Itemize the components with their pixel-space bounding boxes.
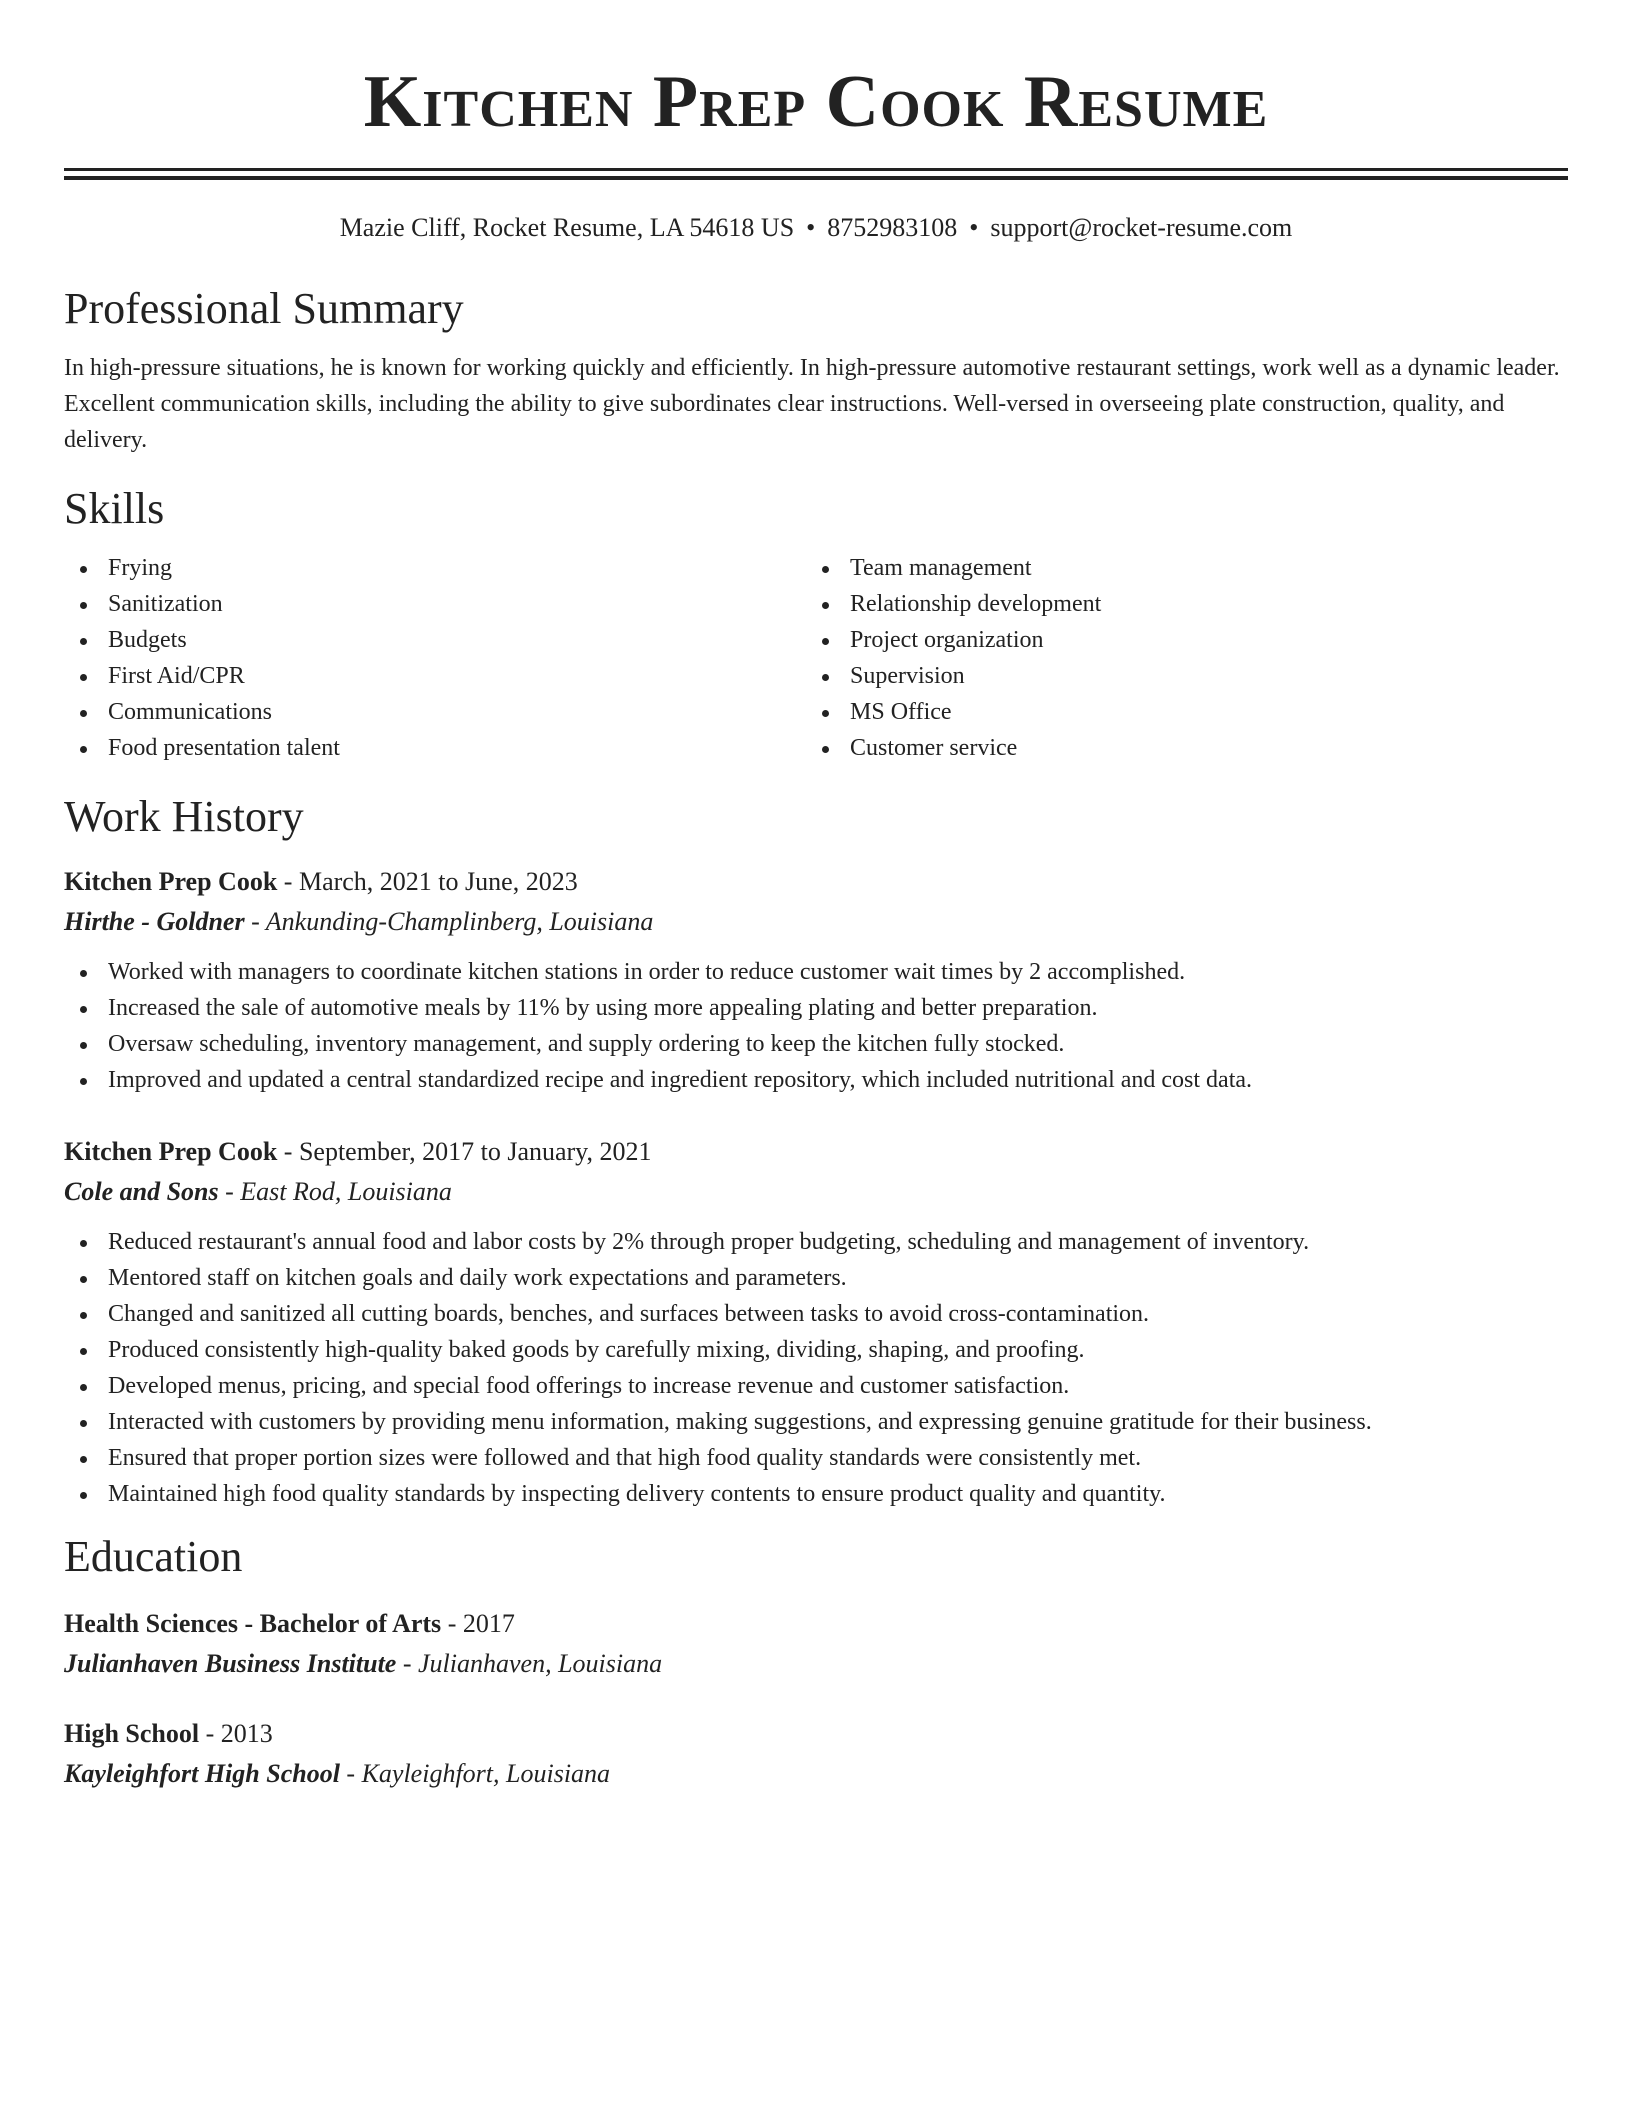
job-company: Cole and Sons (64, 1177, 219, 1206)
resume-title: Kitchen Prep Cook Resume (363, 61, 1269, 143)
education-entry (64, 1604, 1568, 1684)
skill-item: MS Office (806, 694, 1548, 730)
contact-email: support@rocket-resume.com (990, 213, 1293, 242)
job-duty: Oversaw scheduling, inventory management, and supply ordering to keep the kitchen fully stocked. (64, 1026, 1568, 1062)
education-year: - 2017 (441, 1609, 515, 1638)
skill-item: Budgets (64, 622, 806, 658)
job-entry (64, 1132, 1568, 1512)
skill-item: Supervision (806, 658, 1548, 694)
job-duty: Interacted with customers by providing menu information, making suggestions, and expressing genuine gratitude for their business. (64, 1404, 1568, 1440)
education-location: - Julianhaven, Louisiana (396, 1649, 663, 1678)
skill-item: Team management (806, 550, 1548, 586)
education-school: Julianhaven Business Institute (64, 1649, 397, 1678)
skill-item: Food presentation talent (64, 730, 806, 766)
job-role: Kitchen Prep Cook (64, 1137, 278, 1166)
job-duty: Produced consistently high-quality baked goods by carefully mixing, dividing, shaping, and proofing. (64, 1332, 1568, 1368)
job-duty: Maintained high food quality standards by inspecting delivery contents to ensure product quality and quantity. (64, 1476, 1568, 1512)
job-duty: Increased the sale of automotive meals by 11% by using more appealing plating and better preparation. (64, 990, 1568, 1026)
skill-item: First Aid/CPR (64, 658, 806, 694)
skill-item: Sanitization (64, 586, 806, 622)
job-header (64, 1132, 1568, 1172)
job-entry (64, 862, 1568, 1098)
job-dates: - September, 2017 to January, 2021 (277, 1137, 652, 1166)
job-duty: Mentored staff on kitchen goals and daily work expectations and parameters. (64, 1260, 1568, 1296)
education-institution (64, 1754, 1568, 1794)
job-employer (64, 1172, 1568, 1212)
job-duties (64, 954, 1568, 1098)
job-role: Kitchen Prep Cook (64, 867, 278, 896)
job-duty: Worked with managers to coordinate kitchen stations in order to reduce customer wait times by 2 accomplished. (64, 954, 1568, 990)
job-employer (64, 902, 1568, 942)
job-duty: Developed menus, pricing, and special food offerings to increase revenue and customer satisfaction. (64, 1368, 1568, 1404)
skills-column-right (806, 550, 1548, 766)
summary-text: In high-pressure situations, he is known for working quickly and efficiently. In high-pressure automotive restaurant settings, work well as a dynamic leader. Excellent communication skills, including the ability to give subordinates clear instructions. Well-versed in overseeing plate construction, quality, and delivery. (64, 355, 1560, 453)
education-degree: Health Sciences - Bachelor of Arts (64, 1609, 442, 1638)
skills-heading: Skills (64, 484, 165, 533)
contact-line (64, 212, 1568, 244)
skill-item: Relationship development (806, 586, 1548, 622)
job-header (64, 862, 1568, 902)
skills-column-left (64, 550, 806, 766)
education-header (64, 1604, 1568, 1644)
skill-item: Project organization (806, 622, 1548, 658)
skill-item: Customer service (806, 730, 1548, 766)
skill-item: Communications (64, 694, 806, 730)
education-header (64, 1714, 1568, 1754)
education-year: - 2013 (199, 1719, 273, 1748)
education-heading: Education (64, 1532, 243, 1581)
skill-item: Frying (64, 550, 806, 586)
job-duty: Improved and updated a central standardized recipe and ingredient repository, which included nutritional and cost data. (64, 1062, 1568, 1098)
job-duty: Ensured that proper portion sizes were followed and that high food quality standards were consistently met. (64, 1440, 1568, 1476)
title-divider (64, 168, 1568, 180)
education-location: - Kayleighfort, Louisiana (339, 1759, 611, 1788)
job-duty: Reduced restaurant's annual food and labor costs by 2% through proper budgeting, scheduling and management of inventory. (64, 1224, 1568, 1260)
contact-address: Mazie Cliff, Rocket Resume, LA 54618 US (339, 213, 795, 242)
contact-separator: • (969, 213, 979, 242)
education-school: Kayleighfort High School (64, 1759, 340, 1788)
skills-list (64, 550, 1568, 766)
work-history-heading: Work History (64, 792, 304, 841)
job-duty: Changed and sanitized all cutting boards, benches, and surfaces between tasks to avoid cross-contamination. (64, 1296, 1568, 1332)
job-duties (64, 1224, 1568, 1512)
job-dates: - March, 2021 to June, 2023 (277, 867, 578, 896)
education-degree: High School (64, 1719, 200, 1748)
education-institution (64, 1644, 1568, 1684)
education-entry (64, 1714, 1568, 1794)
contact-phone: 8752983108 (827, 213, 958, 242)
job-location: - Ankunding-Champlinberg, Louisiana (244, 907, 654, 936)
summary-heading: Professional Summary (64, 284, 464, 333)
job-location: - East Rod, Louisiana (218, 1177, 452, 1206)
job-company: Hirthe - Goldner (64, 907, 245, 936)
contact-separator: • (806, 213, 816, 242)
